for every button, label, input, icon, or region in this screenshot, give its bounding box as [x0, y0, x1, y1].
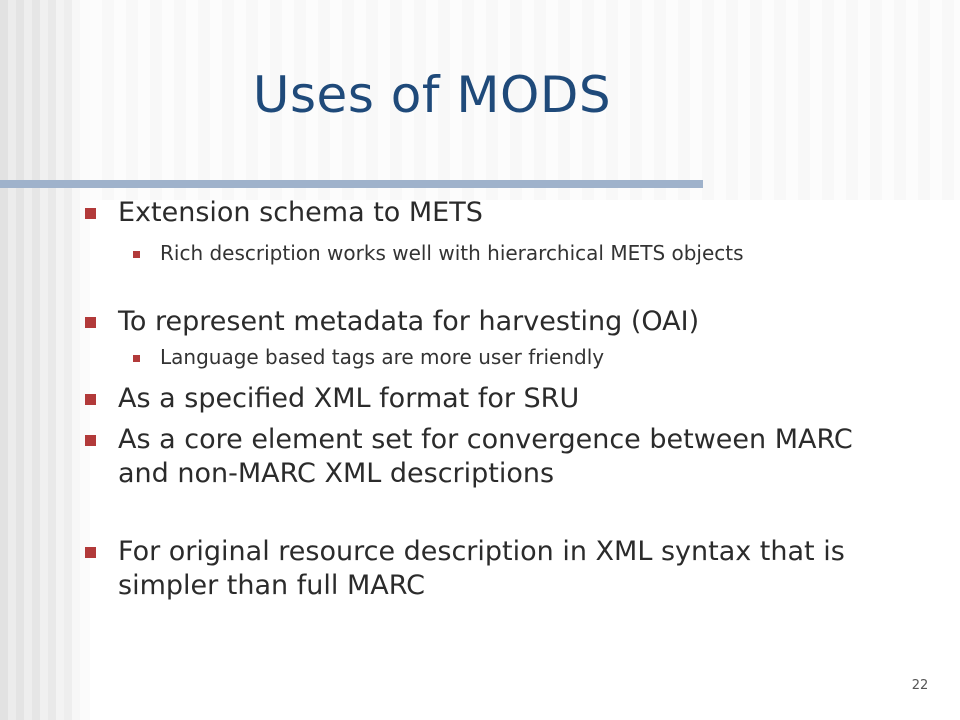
bullet-marker [85, 435, 96, 446]
bullet-marker [85, 208, 96, 219]
sub-bullet-marker [133, 251, 140, 258]
page-number: 22 [911, 678, 929, 693]
sub-bullet-item: Rich description works well with hierarchical METS objects [160, 241, 744, 265]
bullet-item: To represent metadata for harvesting (OAI) [118, 306, 700, 337]
bullet-marker [85, 394, 96, 405]
bullet-item: As a specified XML format for SRU [118, 383, 580, 414]
bullet-item: For original resource description in XML syntax that is simpler than full MARC [118, 536, 845, 601]
sub-bullet-item: Language based tags are more user friendly [160, 345, 605, 369]
bullet-marker [85, 547, 96, 558]
sub-bullet-marker [133, 355, 140, 362]
bullet-item: As a core element set for convergence between MARC and non-MARC XML descriptions [118, 424, 853, 489]
bullet-marker [85, 317, 96, 328]
slide-title: Uses of MODS [252, 66, 612, 124]
bullet-item: Extension schema to METS [118, 197, 483, 228]
